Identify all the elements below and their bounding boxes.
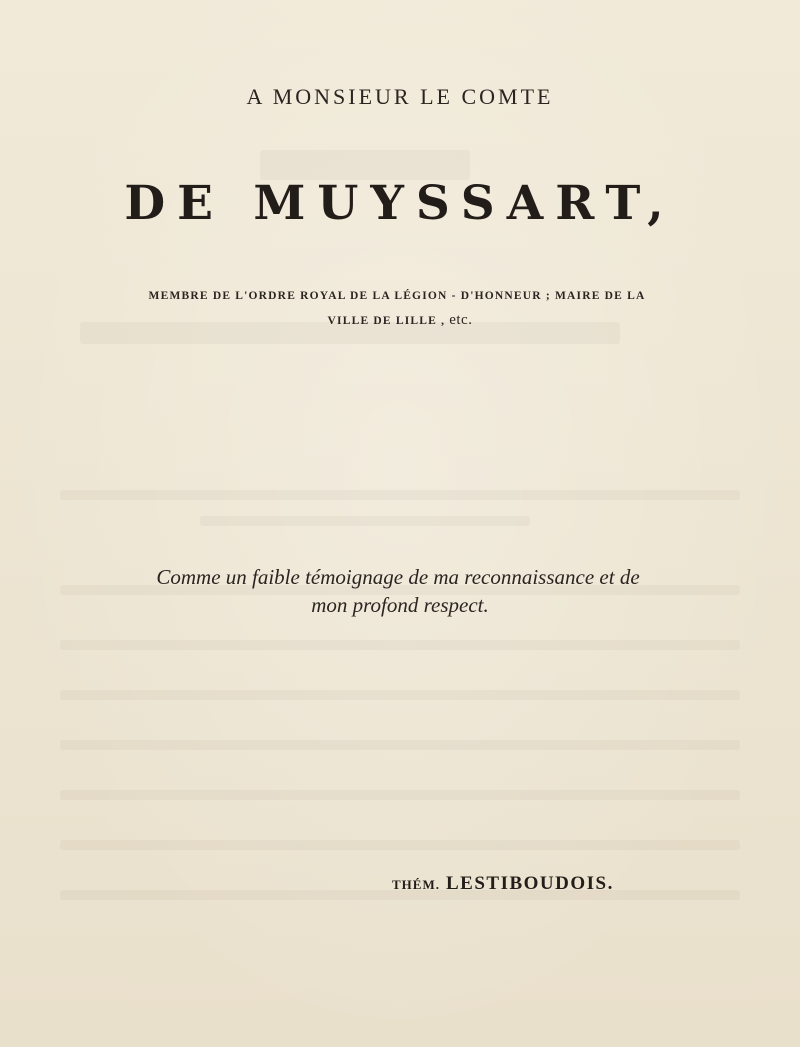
dedicatee-name: DE MUYSSART, [124, 176, 676, 231]
addressee-heading: A MONSIEUR LE COMTE [246, 84, 554, 109]
signature-surname: LESTIBOUDOIS. [445, 873, 614, 894]
bleed-through [60, 840, 740, 850]
dedication-text-continued: mon profond respect. [311, 593, 489, 617]
bleed-through [60, 740, 740, 750]
dedicatee-titles-text: VILLE DE LILLE , [327, 315, 446, 327]
dedicatee-titles-continued [0, 312, 800, 329]
bleed-through [60, 490, 740, 500]
bleed-through [60, 640, 740, 650]
bleed-through [60, 690, 740, 700]
bleed-through [200, 516, 530, 526]
author-signature [392, 873, 614, 895]
dedication-text: Comme un faible témoignage de ma reconnaissance et de [156, 565, 640, 589]
bleed-through [60, 790, 740, 800]
etc-abbreviation: etc. [449, 312, 473, 328]
signature-given-name: THÉM. [392, 877, 440, 892]
dedicatee-titles: MEMBRE DE L'ORDRE ROYAL DE LA LÉGION - D'HONNEUR ; MAIRE DE LA [148, 290, 646, 302]
